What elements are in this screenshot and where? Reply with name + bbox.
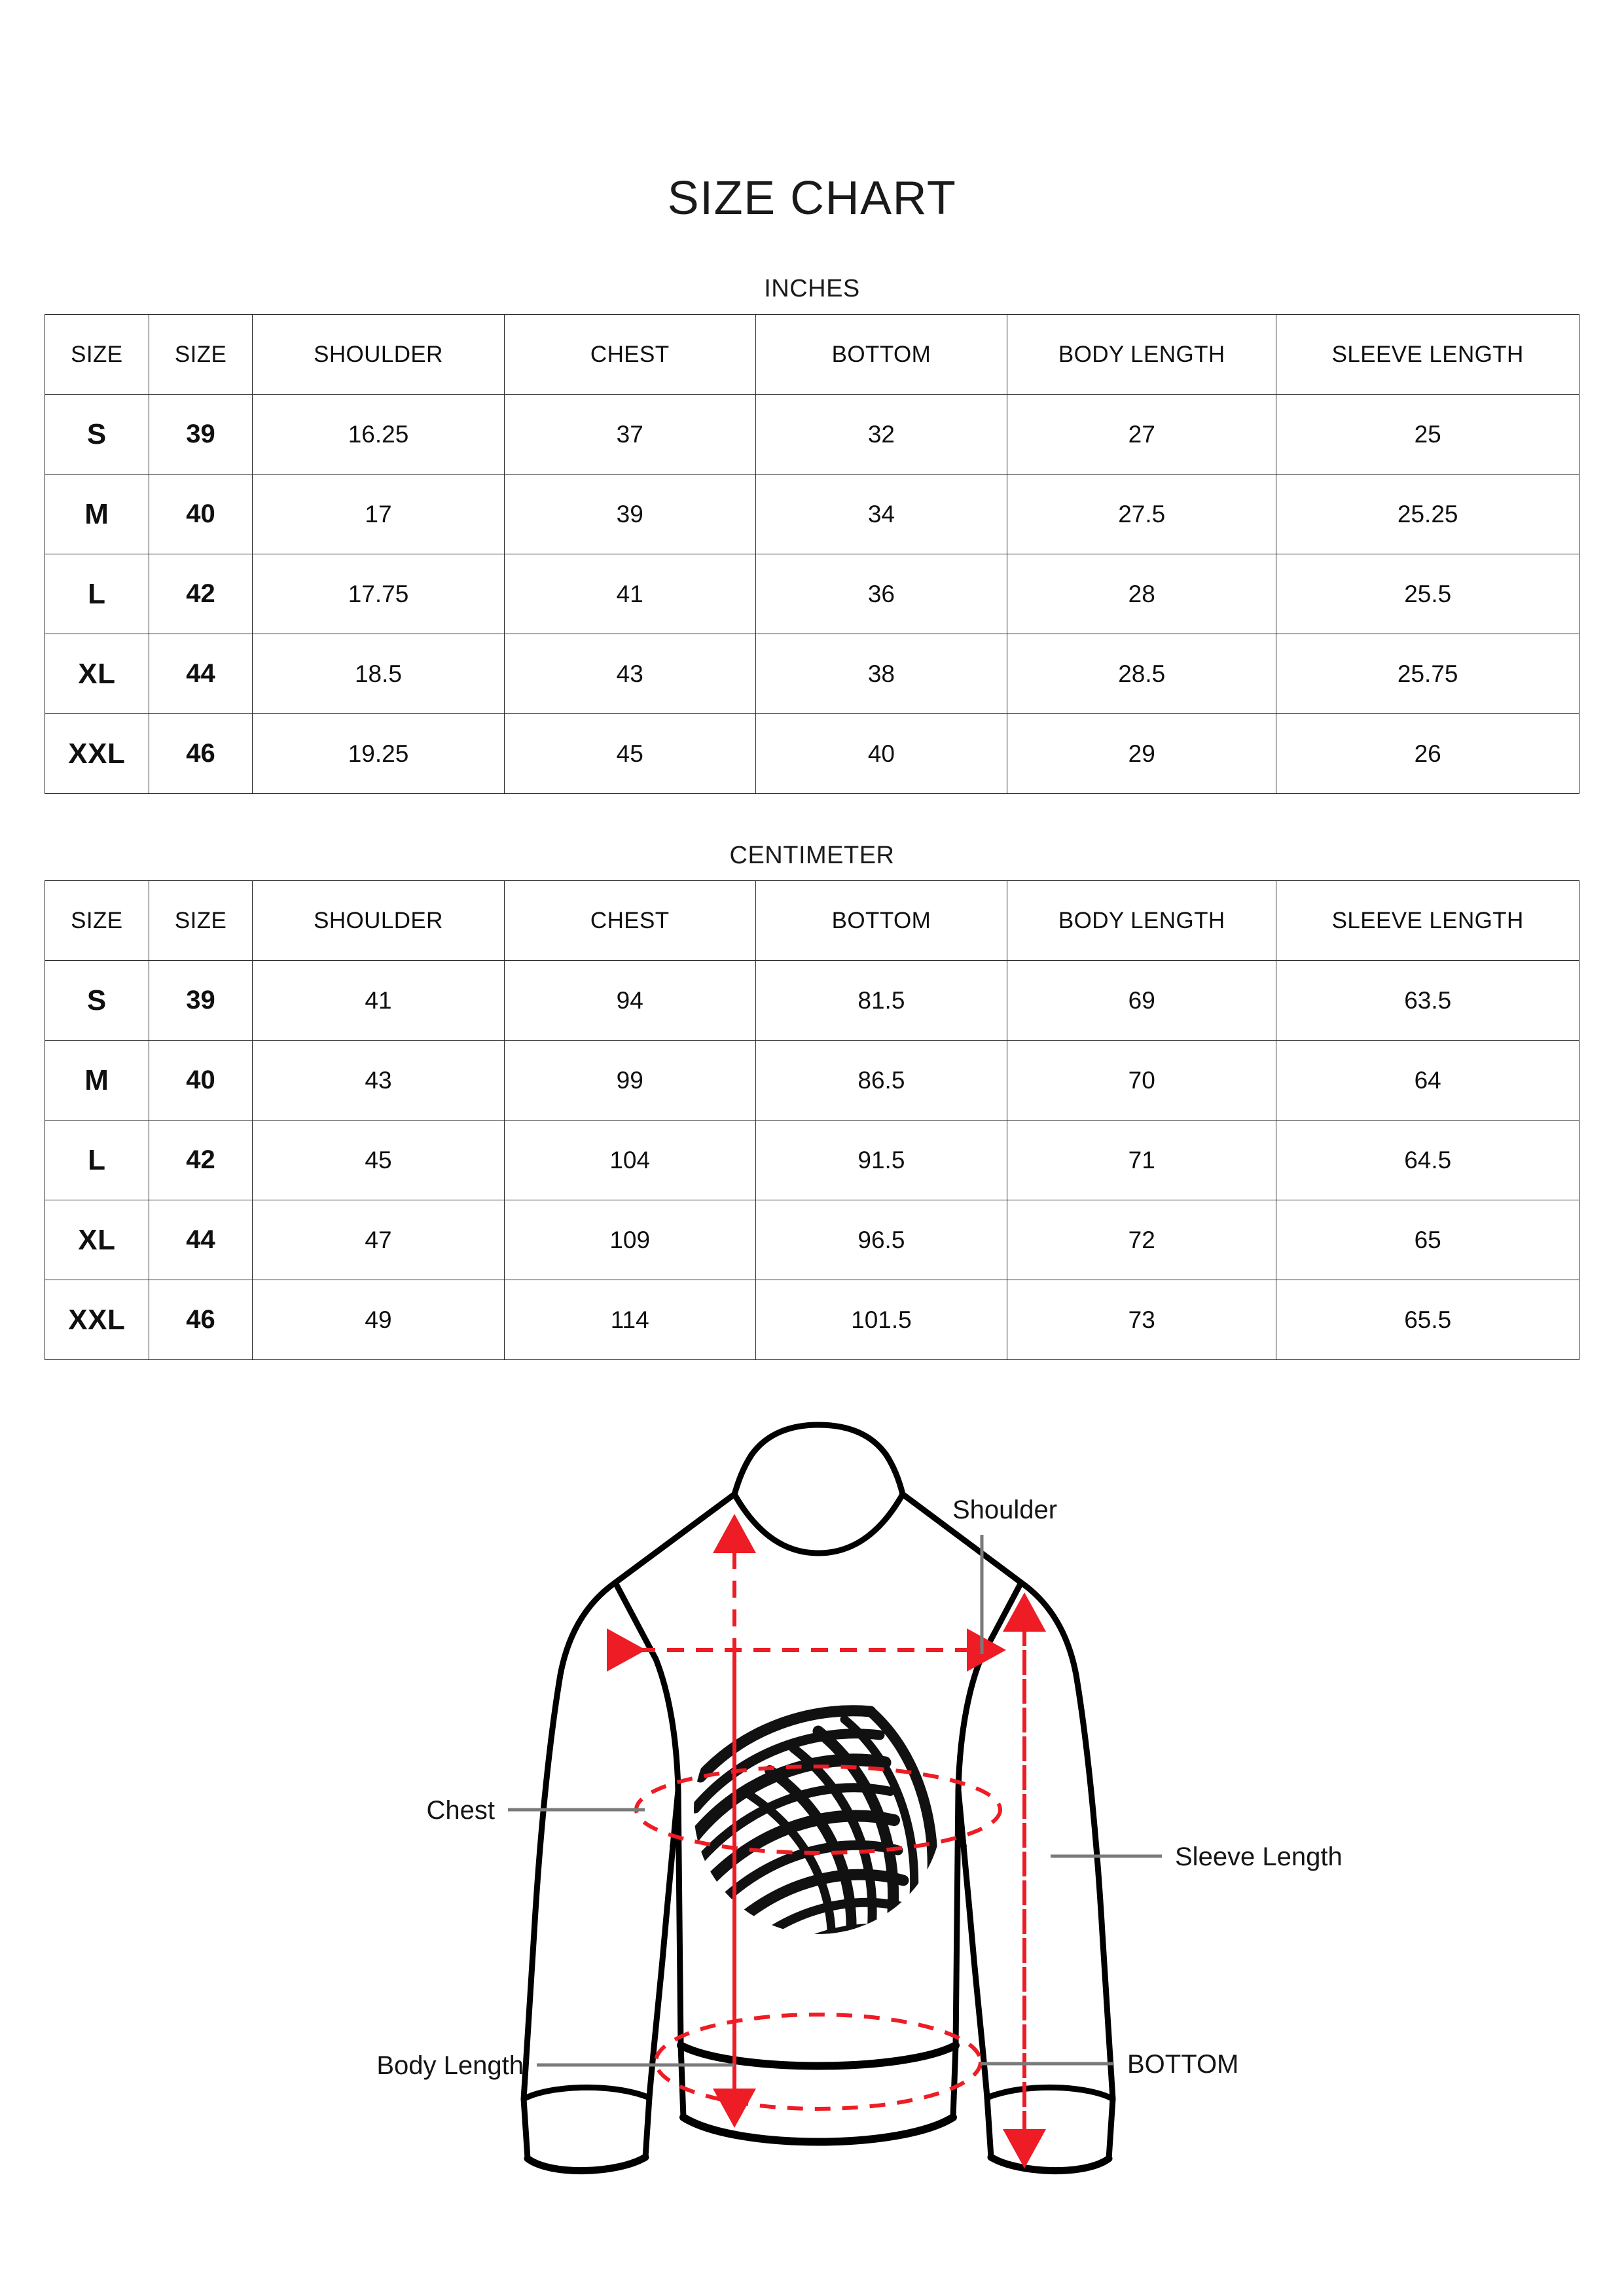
cell-size-letter: S [45, 961, 149, 1041]
table-row [45, 1200, 1579, 1280]
cell-size-number: 42 [149, 1121, 253, 1200]
column-header-size-number: SIZE [149, 315, 253, 395]
garment-measurement-diagram [0, 1384, 1624, 2261]
cell-size-letter: M [45, 1041, 149, 1121]
cell-size-letter: XXL [45, 1280, 149, 1360]
cell-body-length: 28.5 [1007, 634, 1276, 714]
column-header-shoulder: SHOULDER [253, 881, 504, 961]
cell-body-length: 73 [1007, 1280, 1276, 1360]
cell-bottom: 38 [755, 634, 1007, 714]
cell-size-letter: XL [45, 634, 149, 714]
cell-sleeve-length: 25.75 [1276, 634, 1579, 714]
cell-size-number: 39 [149, 395, 253, 475]
table-row [45, 395, 1579, 475]
cell-body-length: 27 [1007, 395, 1276, 475]
cell-chest: 99 [504, 1041, 755, 1121]
cell-bottom: 96.5 [755, 1200, 1007, 1280]
column-header-body-length: BODY LENGTH [1007, 315, 1276, 395]
cell-size-letter: S [45, 395, 149, 475]
diagram-label-body-length: Body Length [376, 2051, 524, 2080]
cell-size-letter: XXL [45, 714, 149, 794]
cell-sleeve-length: 25.25 [1276, 475, 1579, 554]
cell-body-length: 70 [1007, 1041, 1276, 1121]
cell-chest: 45 [504, 714, 755, 794]
cell-sleeve-length: 25.5 [1276, 554, 1579, 634]
table-row [45, 554, 1579, 634]
cell-chest: 109 [504, 1200, 755, 1280]
table-row [45, 1280, 1579, 1360]
cell-bottom: 91.5 [755, 1121, 1007, 1200]
table-header-row [45, 881, 1579, 961]
cell-body-length: 72 [1007, 1200, 1276, 1280]
cell-sleeve-length: 64.5 [1276, 1121, 1579, 1200]
diagram-label-bottom: BOTTOM [1127, 2050, 1239, 2079]
cell-bottom: 34 [755, 475, 1007, 554]
cell-sleeve-length: 64 [1276, 1041, 1579, 1121]
cell-size-number: 42 [149, 554, 253, 634]
cell-chest: 41 [504, 554, 755, 634]
cell-size-number: 39 [149, 961, 253, 1041]
table-row [45, 1121, 1579, 1200]
cell-body-length: 28 [1007, 554, 1276, 634]
table-row [45, 475, 1579, 554]
cell-bottom: 86.5 [755, 1041, 1007, 1121]
cell-shoulder: 19.25 [253, 714, 504, 794]
table-row [45, 634, 1579, 714]
cell-shoulder: 17.75 [253, 554, 504, 634]
column-header-bottom: BOTTOM [755, 881, 1007, 961]
cell-size-number: 46 [149, 1280, 253, 1360]
cell-size-number: 40 [149, 1041, 253, 1121]
cell-sleeve-length: 65 [1276, 1200, 1579, 1280]
cell-shoulder: 49 [253, 1280, 504, 1360]
cell-sleeve-length: 65.5 [1276, 1280, 1579, 1360]
unit-label-inches: INCHES [764, 275, 860, 302]
cell-sleeve-length: 25 [1276, 395, 1579, 475]
cell-size-number: 44 [149, 1200, 253, 1280]
cell-body-length: 69 [1007, 961, 1276, 1041]
column-header-sleeve-length: SLEEVE LENGTH [1276, 881, 1579, 961]
cell-shoulder: 17 [253, 475, 504, 554]
cell-shoulder: 43 [253, 1041, 504, 1121]
table-row [45, 1041, 1579, 1121]
cell-shoulder: 18.5 [253, 634, 504, 714]
column-header-size-letter: SIZE [45, 315, 149, 395]
cell-shoulder: 45 [253, 1121, 504, 1200]
cell-chest: 37 [504, 395, 755, 475]
column-header-chest: CHEST [504, 881, 755, 961]
diagram-label-shoulder: Shoulder [952, 1496, 1058, 1524]
column-header-size-letter: SIZE [45, 881, 149, 961]
cell-chest: 94 [504, 961, 755, 1041]
cell-bottom: 40 [755, 714, 1007, 794]
cell-bottom: 81.5 [755, 961, 1007, 1041]
column-header-bottom: BOTTOM [755, 315, 1007, 395]
table-row [45, 961, 1579, 1041]
column-header-chest: CHEST [504, 315, 755, 395]
page-title: SIZE CHART [667, 172, 957, 224]
cell-chest: 104 [504, 1121, 755, 1200]
size-table-centimeter [45, 880, 1579, 1360]
column-header-size-number: SIZE [149, 881, 253, 961]
cell-shoulder: 41 [253, 961, 504, 1041]
cell-size-letter: M [45, 475, 149, 554]
size-table-inches [45, 314, 1579, 794]
cell-bottom: 36 [755, 554, 1007, 634]
cell-size-number: 40 [149, 475, 253, 554]
column-header-body-length: BODY LENGTH [1007, 881, 1276, 961]
diagram-label-chest: Chest [426, 1796, 495, 1825]
cell-bottom: 32 [755, 395, 1007, 475]
cell-sleeve-length: 63.5 [1276, 961, 1579, 1041]
bottom-measure-ellipse [656, 2015, 981, 2109]
diagram-label-sleeve-length: Sleeve Length [1175, 1842, 1343, 1871]
cell-size-letter: XL [45, 1200, 149, 1280]
cell-chest: 43 [504, 634, 755, 714]
cell-body-length: 27.5 [1007, 475, 1276, 554]
cell-size-number: 44 [149, 634, 253, 714]
cell-body-length: 71 [1007, 1121, 1276, 1200]
column-header-shoulder: SHOULDER [253, 315, 504, 395]
table-header-row [45, 315, 1579, 395]
cell-chest: 39 [504, 475, 755, 554]
cell-size-number: 46 [149, 714, 253, 794]
cell-shoulder: 16.25 [253, 395, 504, 475]
chest-measure-ellipse [636, 1767, 1000, 1853]
cell-shoulder: 47 [253, 1200, 504, 1280]
cell-size-letter: L [45, 1121, 149, 1200]
cell-bottom: 101.5 [755, 1280, 1007, 1360]
cell-body-length: 29 [1007, 714, 1276, 794]
cell-size-letter: L [45, 554, 149, 634]
cell-sleeve-length: 26 [1276, 714, 1579, 794]
table-row [45, 714, 1579, 794]
cell-chest: 114 [504, 1280, 755, 1360]
unit-label-centimeter: CENTIMETER [729, 842, 895, 869]
column-header-sleeve-length: SLEEVE LENGTH [1276, 315, 1579, 395]
